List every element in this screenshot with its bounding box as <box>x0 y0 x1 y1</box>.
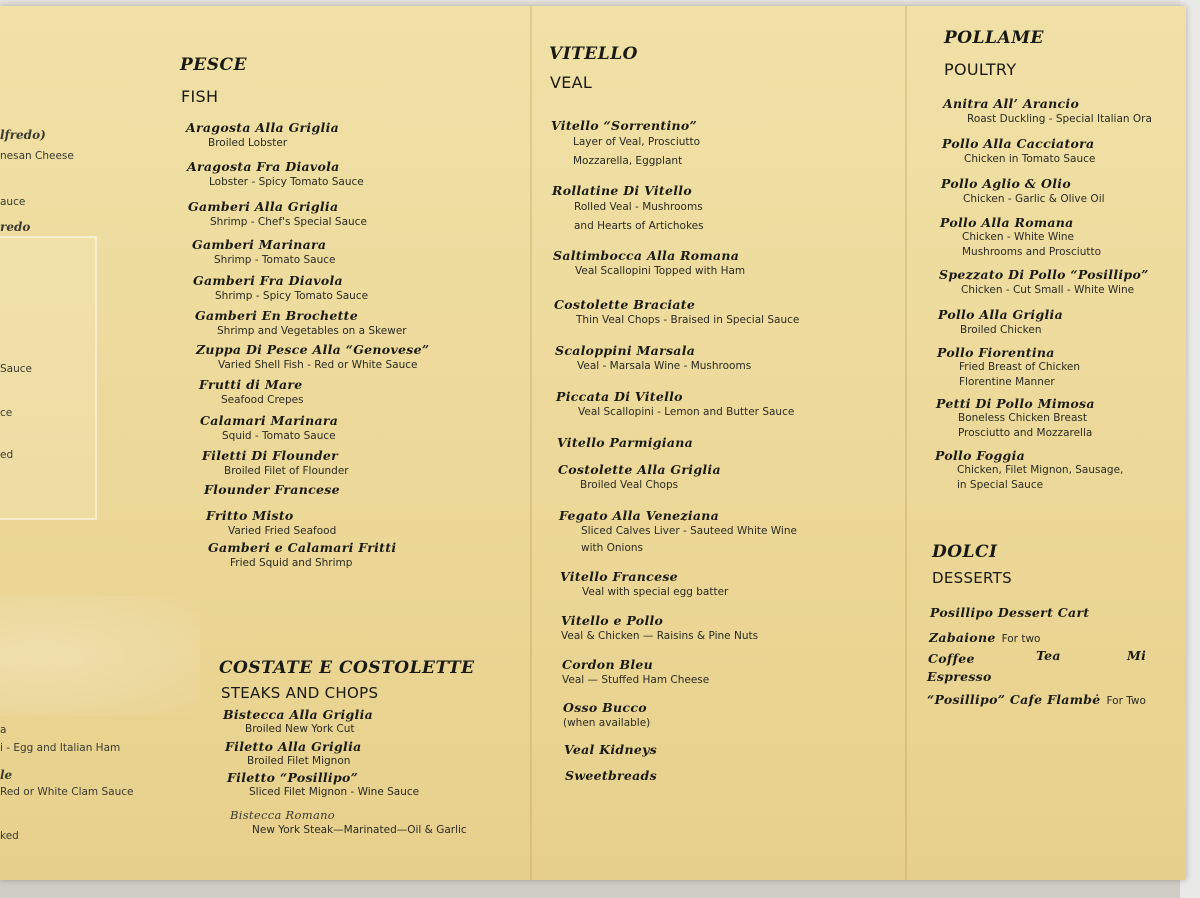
menu-item <box>551 118 700 171</box>
section-title-dolci: DOLCI <box>932 542 998 562</box>
item-desc: Layer of Veal, Prosciutto <box>573 136 701 148</box>
left-fragment: auce <box>0 196 26 208</box>
item-desc: Thin Veal Chops - Braised in Special Sauce <box>576 314 800 326</box>
item-desc: Chicken - Cut Small - White Wine <box>961 284 1135 296</box>
item-desc: Seafood Crepes <box>221 394 304 406</box>
item-desc: Chicken in Tomato Sauce <box>964 153 1096 165</box>
item-desc: Chicken - Garlic & Olive Oil <box>963 193 1105 205</box>
menu-item <box>938 307 1063 339</box>
section-title-vitello: VITELLO <box>549 44 638 64</box>
section-title-costate: COSTATE E COSTOLETTE <box>219 658 475 678</box>
menu-item <box>196 342 429 374</box>
left-fragment: ked <box>0 830 19 842</box>
menu-item <box>553 248 745 280</box>
item-name: Osso Bucco <box>563 700 647 715</box>
left-fragment: nesan Cheese <box>0 150 74 162</box>
item-desc: Veal - Marsala Wine - Mushrooms <box>577 360 752 372</box>
item-desc: Mozzarella, Eggplant <box>573 155 683 167</box>
section-title-pesce: PESCE <box>180 55 248 75</box>
item-desc: Shrimp and Vegetables on a Skewer <box>217 325 407 337</box>
item-name: Fritto Misto <box>206 508 294 523</box>
item-name: Frutti di Mare <box>199 377 303 392</box>
item-desc: in Special Sauce <box>957 479 1044 491</box>
menu-item <box>554 297 799 329</box>
item-name: Zabaione <box>929 630 996 645</box>
menu-item <box>562 657 709 689</box>
item-desc: New York Steak—Marinated—Oil & Garlic <box>252 824 467 836</box>
item-desc: Broiled New York Cut <box>245 723 355 735</box>
section-subtitle-veal: VEAL <box>550 73 593 92</box>
dessert-item <box>927 689 1146 708</box>
menu-item <box>202 448 349 480</box>
item-name: Bistecca Romano <box>230 808 336 822</box>
dessert-item <box>928 648 1158 667</box>
menu-item <box>206 508 336 540</box>
left-fragment: ce <box>0 407 13 419</box>
item-name: Espresso <box>927 669 992 684</box>
item-desc: Varied Shell Fish - Red or White Sauce <box>218 359 418 371</box>
section-subtitle-fish: FISH <box>181 87 219 106</box>
menu-item <box>195 308 407 340</box>
item-desc: Broiled Lobster <box>208 137 288 149</box>
menu-item <box>552 183 704 236</box>
item-name: Vitello Parmigiana <box>557 435 694 450</box>
item-name: Gamberi Marinara <box>192 237 327 252</box>
menu-item <box>223 707 373 736</box>
menu-item <box>558 462 721 494</box>
item-desc: Varied Fried Seafood <box>228 525 337 537</box>
menu-item <box>941 176 1105 208</box>
item-name: Pollo Alla Romana <box>940 215 1074 230</box>
item-desc: Roast Duckling - Special Italian Ora <box>967 113 1152 125</box>
item-name: Spezzato Di Pollo “Posillipo” <box>939 267 1149 282</box>
menu-item <box>187 159 364 191</box>
item-desc: Mushrooms and Prosciutto <box>962 246 1102 258</box>
left-fragment: redo <box>0 220 31 234</box>
item-desc: Chicken - White Wine <box>962 231 1075 243</box>
item-desc: Veal Scallopini Topped with Ham <box>575 265 746 277</box>
item-desc: Sliced Calves Liver - Sauteed White Wine <box>581 525 797 537</box>
coffee-extra-tea: Tea <box>1036 648 1061 663</box>
menu-item <box>559 508 797 557</box>
item-name: Vitello “Sorrentino” <box>551 118 698 133</box>
item-name: Flounder Francese <box>204 482 340 497</box>
section-subtitle-poultry: POULTRY <box>944 60 1017 79</box>
glass-glare <box>0 596 200 716</box>
section-title-pollame: POLLAME <box>944 28 1044 48</box>
item-desc: Shrimp - Tomato Sauce <box>214 254 336 266</box>
item-name: Pollo Alla Cacciatora <box>942 136 1095 151</box>
item-name: Costolette Braciate <box>554 297 696 312</box>
item-name: Aragosta Alla Griglia <box>186 120 340 135</box>
menu-item <box>560 569 728 601</box>
item-name: Cordon Bleu <box>562 657 654 672</box>
item-name: Fegato Alla Veneziana <box>559 508 720 523</box>
fold-line-right <box>905 6 907 880</box>
menu-item <box>940 215 1101 260</box>
item-name: “Posillipo” Cafe Flambė <box>927 692 1101 707</box>
item-name: Aragosta Fra Diavola <box>187 159 340 174</box>
item-name: Filetto “Posillipo” <box>227 770 359 785</box>
item-desc: Squid - Tomato Sauce <box>222 430 336 442</box>
left-fragment: i - Egg and Italian Ham <box>0 742 121 754</box>
item-name: Veal Kidneys <box>564 742 657 757</box>
item-name: Gamberi e Calamari Fritti <box>208 540 397 555</box>
item-name: Scaloppini Marsala <box>555 343 696 358</box>
item-desc: Shrimp - Chef's Special Sauce <box>210 216 367 228</box>
left-fragment: lfredo) <box>0 128 46 142</box>
item-desc: Fried Breast of Chicken <box>959 361 1081 373</box>
item-desc: Boneless Chicken Breast <box>958 412 1088 424</box>
dessert-item <box>930 605 1089 620</box>
item-desc: Veal with special egg batter <box>582 586 729 598</box>
item-name: Pollo Fiorentina <box>937 345 1055 360</box>
item-desc: Veal — Stuffed Ham Cheese <box>562 674 710 686</box>
section-subtitle-desserts: DESSERTS <box>932 569 1012 587</box>
item-desc: Prosciutto and Mozzarella <box>958 427 1093 439</box>
item-name: Coffee <box>928 651 975 666</box>
menu-item <box>208 540 396 572</box>
menu-item <box>193 273 368 305</box>
menu-item <box>563 700 650 732</box>
item-desc: Chicken, Filet Mignon, Sausage, <box>957 464 1124 476</box>
menu-item <box>199 377 304 409</box>
menu-item <box>192 237 336 269</box>
item-name: Pollo Aglio & Olio <box>941 176 1071 191</box>
fold-line-left <box>530 6 532 880</box>
item-desc: Sliced Filet Mignon - Wine Sauce <box>249 786 420 798</box>
item-name: Costolette Alla Griglia <box>558 462 721 477</box>
section-subtitle-steaks: STEAKS AND CHOPS <box>221 684 379 702</box>
menu-item <box>565 768 657 783</box>
left-fragment: ed <box>0 449 14 461</box>
menu-item <box>200 413 338 445</box>
menu-item <box>937 345 1080 390</box>
item-name: Gamberi Fra Diavola <box>193 273 343 288</box>
item-desc: Florentine Manner <box>959 376 1055 388</box>
item-name: Filetti Di Flounder <box>202 448 339 463</box>
item-name: Rollatine Di Vitello <box>552 183 692 198</box>
item-name: Zuppa Di Pesce Alla “Genovese” <box>196 342 430 357</box>
glass-reflection <box>0 236 97 520</box>
menu-item <box>225 739 362 768</box>
menu-item <box>943 96 1152 128</box>
item-name: Piccata Di Vitello <box>556 389 683 404</box>
item-desc: Fried Squid and Shrimp <box>230 557 353 569</box>
item-desc: Broiled Filet of Flounder <box>224 465 349 477</box>
item-name: Gamberi En Brochette <box>195 308 358 323</box>
item-name: Posillipo Dessert Cart <box>930 605 1090 620</box>
menu-item <box>942 136 1095 168</box>
item-desc: Broiled Veal Chops <box>580 479 679 491</box>
dessert-item <box>929 627 1040 646</box>
item-desc: Broiled Chicken <box>960 324 1042 336</box>
item-name: Pollo Foggia <box>935 448 1026 463</box>
menu-item <box>561 613 758 645</box>
item-name: Pollo Alla Griglia <box>938 307 1063 322</box>
item-note: For Two <box>1106 695 1146 707</box>
item-desc: Veal Scallopini - Lemon and Butter Sauce <box>578 406 795 418</box>
menu-item <box>186 120 339 152</box>
item-desc: Rolled Veal - Mushrooms <box>574 201 703 213</box>
item-name: Anitra All’ Arancio <box>943 96 1080 111</box>
item-name: Calamari Marinara <box>200 413 339 428</box>
dessert-item <box>927 669 992 684</box>
item-desc: Veal & Chicken — Raisins & Pine Nuts <box>561 630 759 642</box>
menu-item <box>188 199 367 231</box>
item-name: Bistecca Alla Griglia <box>223 707 374 722</box>
item-name: Sweetbreads <box>565 768 657 783</box>
menu-item <box>935 448 1123 493</box>
item-name: Saltimbocca Alla Romana <box>553 248 740 263</box>
menu-item <box>230 808 467 839</box>
item-desc: (when available) <box>563 717 651 729</box>
menu-item <box>557 435 693 450</box>
menu-item <box>227 770 419 799</box>
item-note: For two <box>1001 633 1041 645</box>
left-fragment: le <box>0 768 13 782</box>
item-name: Filetto Alla Griglia <box>225 739 362 754</box>
menu-item <box>556 389 794 421</box>
menu-item <box>204 482 340 497</box>
menu-item <box>936 396 1095 441</box>
item-desc: Lobster - Spicy Tomato Sauce <box>209 176 364 188</box>
item-name: Vitello Francese <box>560 569 678 584</box>
item-desc: Broiled Filet Mignon <box>247 755 351 767</box>
item-desc: with Onions <box>581 542 644 554</box>
left-fragment: Sauce <box>0 363 32 375</box>
menu-item <box>564 742 657 757</box>
item-name: Vitello e Pollo <box>561 613 664 628</box>
left-fragment: Red or White Clam Sauce <box>0 786 134 798</box>
menu-item <box>555 343 751 375</box>
coffee-extra-milk: Mi <box>1127 648 1147 663</box>
item-name: Gamberi Alla Griglia <box>188 199 339 214</box>
item-desc: and Hearts of Artichokes <box>574 220 704 232</box>
item-name: Petti Di Pollo Mimosa <box>936 396 1095 411</box>
menu-item <box>939 267 1149 299</box>
left-fragment: a <box>0 724 7 736</box>
item-desc: Shrimp - Spicy Tomato Sauce <box>215 290 369 302</box>
